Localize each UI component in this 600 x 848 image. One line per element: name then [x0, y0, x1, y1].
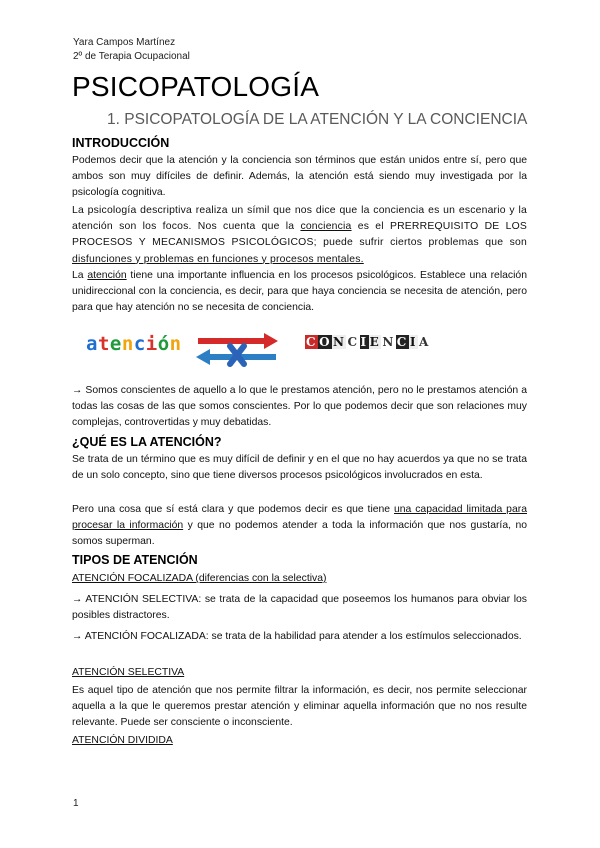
disfunciones-underlined: disfunciones y problemas en funciones y procesos mentales. — [72, 253, 364, 265]
focalizada-subheading: ATENCIÓN FOCALIZADA (diferencias con la selectiva) — [72, 573, 327, 584]
conciencia-letter: C — [396, 335, 408, 349]
intro-p2-text-b: es el PRERREQUISITO DE LOS PROCESOS Y MECANISMOS PSICOLÓGICOS; puede sufrir ciertos problemas que son — [72, 221, 527, 249]
atencion-letter: c — [133, 333, 146, 355]
page-number: 1 — [73, 798, 79, 809]
conciencia-term: conciencia — [300, 221, 352, 233]
what-paragraph-1: Se trata de un término que es muy difícil de definir y en el que no hay acuerdos ya que no se trata de un solo concepto, sino que tiene diversos procesos psicológicos involucrados en esta. — [72, 454, 527, 482]
figure-conciencia-word — [305, 335, 431, 349]
intro-p3-text-b: tiene una importante influencia en los procesos psicológicos. Establece una relación unidireccional con la conciencia, es decir, para que haya conciencia se necesita de atención, pero para que hay atención no se necesita de conciencia. — [72, 270, 527, 314]
conciencia-letter: N — [382, 335, 395, 349]
conciencia-letter: C — [306, 335, 318, 349]
conciencia-letter: O — [319, 335, 332, 349]
document-title: PSICOPATOLOGÍA — [72, 71, 320, 102]
chapter-subtitle: 1. PSICOPATOLOGÍA DE LA ATENCIÓN Y LA CONCIENCIA — [107, 111, 528, 128]
attention-consciousness-figure — [72, 322, 430, 372]
figure-atencion-word — [86, 333, 182, 355]
intro-paragraph-2 — [72, 203, 527, 268]
conciencia-letter: N — [333, 335, 346, 349]
atencion-term: atención — [87, 270, 127, 281]
type-item-selectiva: → ATENCIÓN SELECTIVA: se trata de la capacidad que poseemos los humanos para obviar los posibles distractores. — [72, 594, 527, 622]
intro-paragraph-3 — [72, 268, 527, 317]
atencion-letter: i — [145, 333, 158, 355]
conciencia-letter: I — [409, 335, 417, 349]
atencion-letter: e — [109, 333, 122, 355]
atencion-letter: a — [86, 333, 98, 355]
intro-p2-text-a: La psicología descriptiva realiza un símil que nos dice que la conciencia es un escenario y la atención son los focos. Nos cuenta que la — [72, 205, 527, 233]
conciencia-letter: I — [360, 335, 368, 349]
atencion-letter: ó — [157, 333, 170, 355]
what-is-attention-heading: ¿QUÉ ES LA ATENCIÓN? — [72, 435, 222, 449]
what-paragraph-2 — [72, 502, 527, 551]
dividida-subheading: ATENCIÓN DIVIDIDA — [72, 735, 173, 746]
types-heading: TIPOS DE ATENCIÓN — [72, 553, 198, 567]
atencion-letter: n — [121, 333, 134, 355]
capacidad-limitada-underlined: una capacidad limitada para procesar la información — [72, 504, 527, 532]
red-arrow-icon — [198, 333, 278, 349]
selectiva-subheading: ATENCIÓN SELECTIVA — [72, 667, 185, 678]
selectiva-paragraph: Es aquel tipo de atención que nos permite filtrar la información, es decir, nos permite seleccionar aquella a la que le queremos prestar atención y eliminar aquella información que no nos resulte relevante. Puede ser consciente o inconsciente. — [72, 685, 527, 729]
atencion-letter: n — [169, 333, 182, 355]
intro-p3-text-a: La — [72, 270, 88, 281]
type-item-focalizada: → ATENCIÓN FOCALIZADA: se trata de la habilidad para atender a los estímulos seleccionados. — [72, 631, 522, 642]
intro-paragraph-4: → Somos conscientes de aquello a lo que le prestamos atención, pero no le prestamos atención a todas las cosas de las que somos conscientes. Por lo que podemos decir que son relaciones muy complejas, controvertidas y muy debatidas. — [72, 385, 527, 429]
bidirectional-arrows-icon — [194, 328, 280, 368]
intro-heading: INTRODUCCIÓN — [72, 136, 170, 150]
atencion-letter: t — [97, 333, 110, 355]
what-p2-text-a: Pero una cosa que sí está clara y que podemos decir es que tiene — [72, 504, 394, 515]
conciencia-letter: C — [347, 335, 359, 349]
header-author: Yara Campos Martínez — [73, 37, 176, 48]
what-p2-text-b: y que no podemos atender a toda la información que nos gustaría, no somos superman. — [72, 520, 528, 548]
conciencia-letter: E — [369, 335, 381, 349]
conciencia-letter: A — [418, 335, 430, 349]
intro-paragraph-1: Podemos decir que la atención y la conciencia son términos que están unidos entre sí, pero que ambos son muy difíciles de definir. Además, la atención está siendo muy investigada por la psicología cognitiva. — [72, 155, 527, 199]
header-course: 2º de Terapia Ocupacional — [73, 51, 190, 62]
